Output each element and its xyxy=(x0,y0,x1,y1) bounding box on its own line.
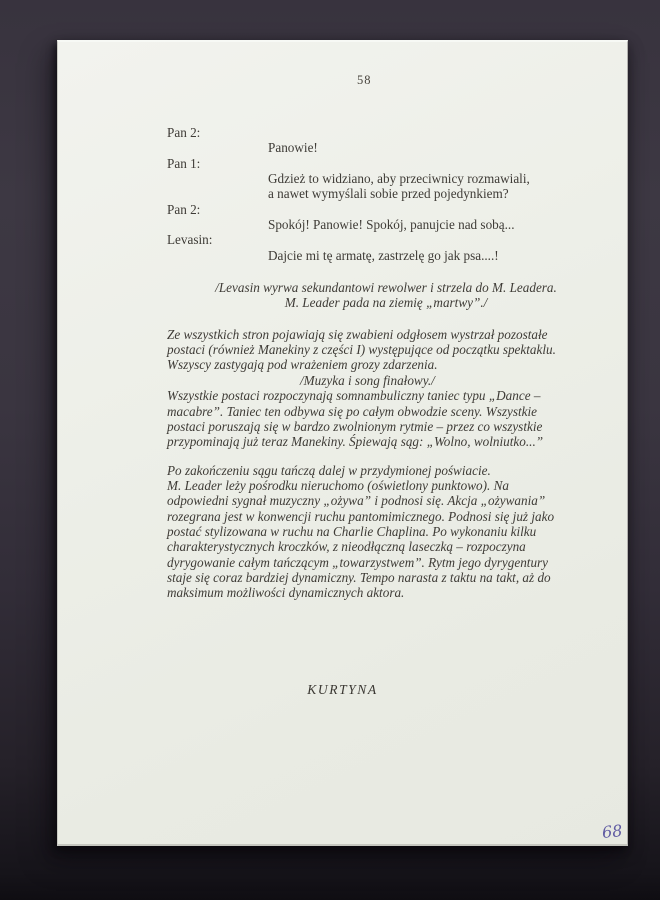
page-number: 58 xyxy=(357,73,372,87)
speaker-label: Pan 2: xyxy=(167,201,201,217)
stage-notes-paragraph xyxy=(167,463,605,601)
dialogue-line: Dajcie mi tę armatę, zastrzelę go jak psa....! xyxy=(268,247,499,263)
script-text-column xyxy=(167,125,605,601)
paragraph-line: M. Leader leży pośrodku nieruchomo (oświetlony punktowo). Na xyxy=(167,477,509,493)
paragraph-line: postaci (również Manekiny z części I) występujące od początku spektaklu. xyxy=(167,342,556,358)
speaker-label: Pan 1: xyxy=(167,155,201,171)
paragraph-line: maksimum możliwości dynamicznych aktora. xyxy=(167,585,405,601)
script-page xyxy=(57,40,628,846)
speaker-label: Levasin: xyxy=(167,232,213,248)
paragraph-line: Po zakończeniu sągu tańczą dalej w przydymionej poświacie. xyxy=(167,462,491,478)
handwritten-folio-number: 68 xyxy=(601,820,624,843)
dialogue-line: Panowie! xyxy=(268,140,318,156)
paragraph-line: staje się coraz bardziej dynamiczny. Tempo narasta z taktu na takt, aż do xyxy=(167,569,551,585)
stage-direction-line: M. Leader pada na ziemię „martwy”./ xyxy=(284,295,488,311)
paragraph-line: Wszystkie postaci rozpoczynają somnambuliczny taniec typu „Dance – xyxy=(167,388,541,404)
paragraph-line: postaci poruszają się w bardzo zwolnionym rytmie – przez co wszystkie xyxy=(167,418,543,434)
paragraph-line: przypominają już teraz Manekiny. Śpiewają sąg: „Wolno, wolniutko...” xyxy=(167,434,544,450)
paragraph-line: Ze wszystkich stron pojawiają się zwabieni odgłosem wystrzał pozostałe xyxy=(167,326,548,342)
dialogue-line: Gdzież to widziano, aby przeciwnicy rozmawiali, xyxy=(268,171,530,187)
curtain-heading: KURTYNA xyxy=(307,682,378,697)
paragraph-line: Wszyscy zastygają pod wrażeniem grozy zdarzenia. xyxy=(167,357,438,373)
stage-notes-paragraph xyxy=(167,327,605,450)
stage-direction-line: /Levasin wyrwa sekundantowi rewolwer i strzela do M. Leadera. xyxy=(215,280,557,296)
dialogue-block xyxy=(167,125,605,263)
speaker-label: Pan 2: xyxy=(167,125,201,140)
paragraph-line: odpowiedni sygnał muzyczny „ożywa” i podnosi się. Akcja „ożywania” xyxy=(167,493,546,509)
paragraph-line: macabre”. Taniec ten odbywa się po całym obwodzie sceny. Wszystkie xyxy=(167,403,538,419)
paragraph-line: rozegrana jest w konwencji ruchu pantomimicznego. Podnosi się już jako xyxy=(167,508,555,524)
paragraph-line: charakterystycznych kroczków, z nieodłączną laseczką – rozpoczyna xyxy=(167,539,526,555)
dialogue-line: a nawet wymyślali sobie przed pojedynkiem? xyxy=(268,186,509,202)
paragraph-line: postać stylizowana w ruchu na Charlie Chaplina. Po wykonaniu kilku xyxy=(167,523,537,539)
stage-direction-block xyxy=(167,280,605,311)
paragraph-line: dyrygowanie całym tańczącym „towarzystwem”. Rytm jego dyrygentury xyxy=(167,554,549,570)
dialogue-line: Spokój! Panowie! Spokój, panujcie nad sobą... xyxy=(268,217,515,233)
music-cue-line: /Muzyka i song finałowy./ xyxy=(300,372,435,388)
